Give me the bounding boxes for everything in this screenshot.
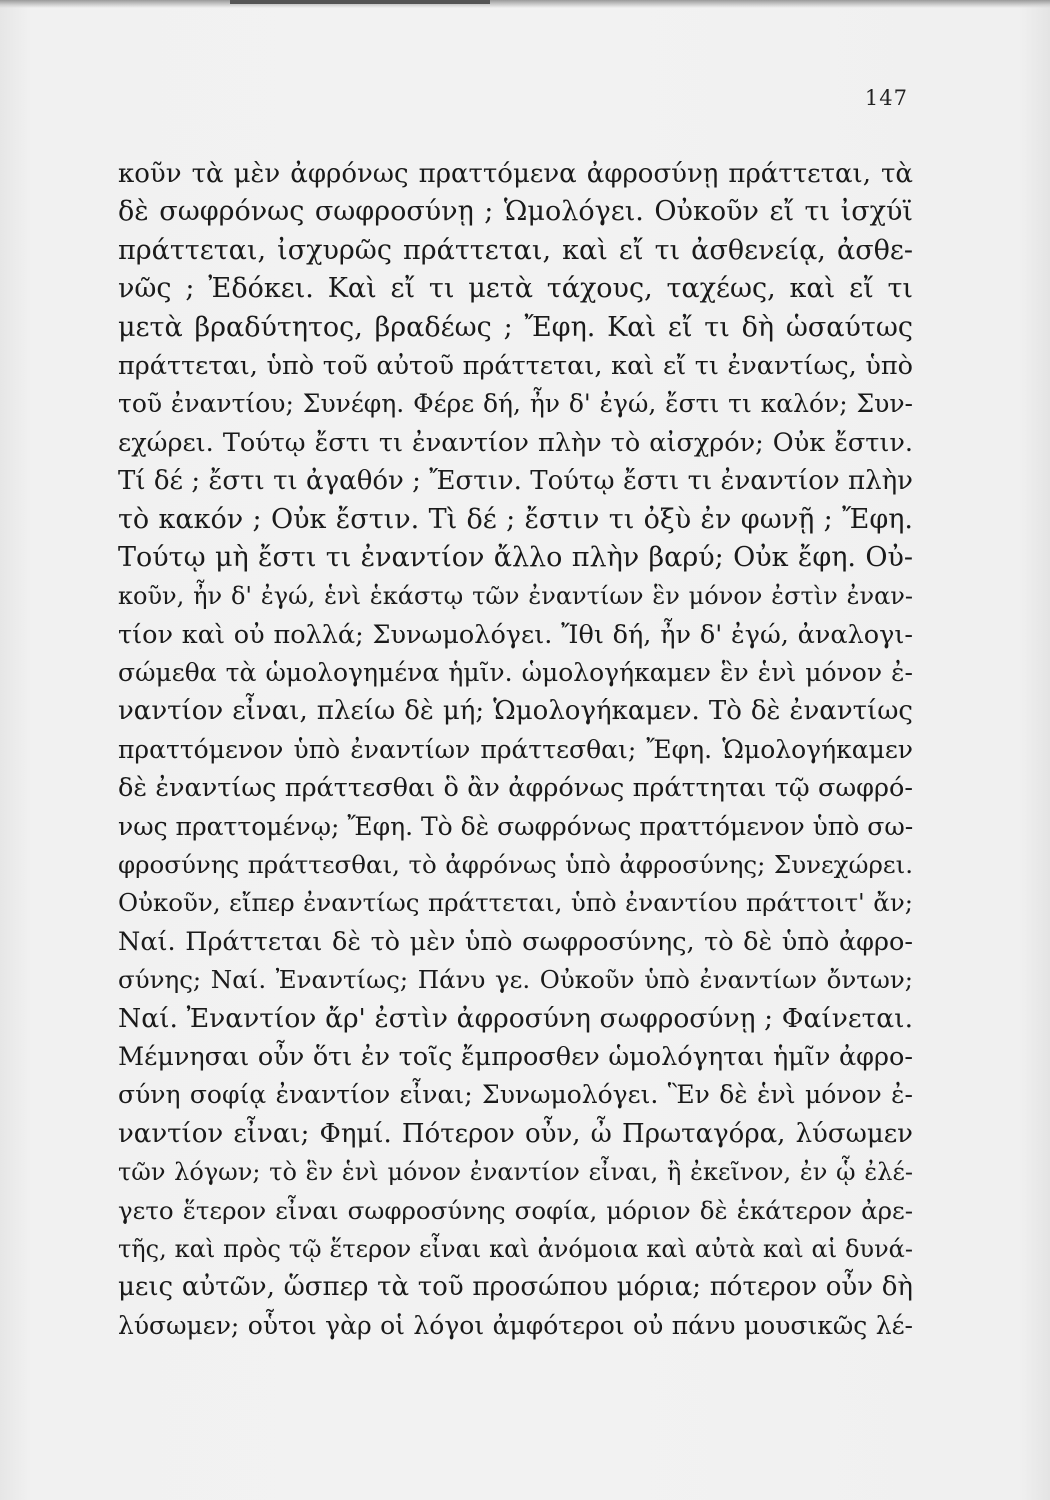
text-line: Μέμνησαι οὖν ὅτι ἐν τοῖς ἔμπροσθεν ὡμολόγηται ἡμῖν ἀφρο- xyxy=(118,1041,913,1072)
text-line: πράττεται, ἰσχυρῶς πράττεται, καὶ εἴ τι ἀσθενείᾳ, ἀσθε- xyxy=(118,234,913,266)
text-line: νῶς ; Ἐδόκει. Καὶ εἴ τι μετὰ τάχους, ταχέως, καὶ εἴ τι xyxy=(118,273,913,305)
text-line: πράττεται, ὑπὸ τοῦ αὐτοῦ πράττεται, καὶ εἴ τι ἐναντίως, ὑπὸ xyxy=(118,350,913,381)
text-line: νως πραττομένῳ; Ἔφη. Τὸ δὲ σωφρόνως πραττόμενον ὑπὸ σω- xyxy=(118,811,914,841)
text-line: δὲ σωφρόνως σωφροσύνῃ ; Ὡμολόγει. Οὐκοῦν εἴ τι ἰσχύϊ xyxy=(118,196,913,228)
text-line: κοῦν τὰ μὲν ἀφρόνως πραττόμενα ἀφροσύνῃ πράττεται, τὰ xyxy=(118,159,913,189)
text-line: μεις αὐτῶν, ὥσπερ τὰ τοῦ προσώπου μόρια; πότερον οὖν δὴ xyxy=(118,1272,913,1303)
page-top-edge xyxy=(0,0,1050,8)
text-line: μετὰ βραδύτητος, βραδέως ; Ἔφη. Καὶ εἴ τι δὴ ὡσαύτως xyxy=(118,311,913,343)
text-line: εχώρει. Τούτῳ ἔστι τι ἐναντίον πλὴν τὸ αἰσχρόν; Οὐκ ἔστιν. xyxy=(118,427,913,458)
text-line: ναντίον εἶναι, πλείω δὲ μή; Ὡμολογήκαμεν. Τὸ δὲ ἐναντίως xyxy=(118,696,913,727)
text-line: λύσωμεν; οὗτοι γὰρ οἱ λόγοι ἀμφότεροι οὐ πάνυ μουσικῶς λέ- xyxy=(118,1310,913,1340)
text-line: Οὐκοῦν, εἴπερ ἐναντίως πράττεται, ὑπὸ ἐναντίου πράττοιτ' ἄν; xyxy=(118,888,913,918)
text-line: Τούτῳ μὴ ἔστι τι ἐναντίον ἄλλο πλὴν βαρύ; Οὐκ ἔφη. Οὐ- xyxy=(118,541,913,573)
page-number: 147 xyxy=(864,86,908,110)
text-line: σύνης; Ναί. Ἐναντίως; Πάνυ γε. Οὐκοῦν ὑπὸ ἐναντίων ὄντων; xyxy=(118,965,913,995)
text-line: κοῦν, ἦν δ' ἐγώ, ἑνὶ ἑκάστῳ τῶν ἐναντίων ἓν μόνον ἐστὶν ἐναν- xyxy=(118,582,913,611)
text-line: τὸ κακόν ; Οὐκ ἔστιν. Τὶ δέ ; ἔστιν τι ὀξὺ ἐν φωνῇ ; Ἔφη. xyxy=(118,503,913,535)
text-line: φροσύνης πράττεσθαι, τὸ ἀφρόνως ὑπὸ ἀφροσύνης; Συνεχώρει. xyxy=(118,850,913,880)
text-line: δὲ ἐναντίως πράττεσθαι ὃ ἂν ἀφρόνως πράττηται τῷ σωφρό- xyxy=(118,773,913,804)
text-line: Τί δέ ; ἔστι τι ἀγαθόν ; Ἔστιν. Τούτῳ ἔστι τι ἐναντίον πλὴν xyxy=(118,466,913,497)
text-line: σύνη σοφίᾳ ἐναντίον εἶναι; Συνωμολόγει. Ἓν δὲ ἑνὶ μόνον ἐ- xyxy=(118,1080,913,1110)
body-text xyxy=(118,155,913,1345)
text-line: πραττόμενον ὑπὸ ἐναντίων πράττεσθαι; Ἔφη. Ὡμολογήκαμεν xyxy=(118,734,913,764)
page-top-shadow xyxy=(230,0,490,4)
text-line: Ναί. Πράττεται δὲ τὸ μὲν ὑπὸ σωφροσύνης, τὸ δὲ ὑπὸ ἀφρο- xyxy=(118,926,913,957)
text-line: τῆς, καὶ πρὸς τῷ ἕτερον εἶναι καὶ ἀνόμοια καὶ αὐτὰ καὶ αἱ δυνά- xyxy=(118,1234,913,1263)
text-line: τοῦ ἐναντίου; Συνέφη. Φέρε δή, ἦν δ' ἐγώ, ἔστι τι καλόν; Συν- xyxy=(118,389,913,419)
text-line: Ναί. Ἐναντίον ἄρ' ἐστὶν ἀφροσύνη σωφροσύνῃ ; Φαίνεται. xyxy=(118,1002,913,1034)
text-line: ναντίον εἶναι; Φημί. Πότερον οὖν, ὦ Πρωταγόρα, λύσωμεν xyxy=(118,1118,913,1149)
text-line: γετο ἕτερον εἶναι σωφροσύνης σοφία, μόριον δὲ ἑκάτερον ἀρε- xyxy=(118,1195,913,1225)
text-line: σώμεθα τὰ ὡμολογημένα ἡμῖν. ὡμολογήκαμεν ἓν ἑνὶ μόνον ἐ- xyxy=(118,658,913,688)
text-line: τῶν λόγων; τὸ ἓν ἑνὶ μόνον ἐναντίον εἶναι, ἢ ἐκεῖνον, ἐν ᾧ ἐλέ- xyxy=(118,1158,913,1187)
text-line: τίον καὶ οὐ πολλά; Συνωμολόγει. Ἴθι δή, ἦν δ' ἐγώ, ἀναλογι- xyxy=(118,619,913,650)
